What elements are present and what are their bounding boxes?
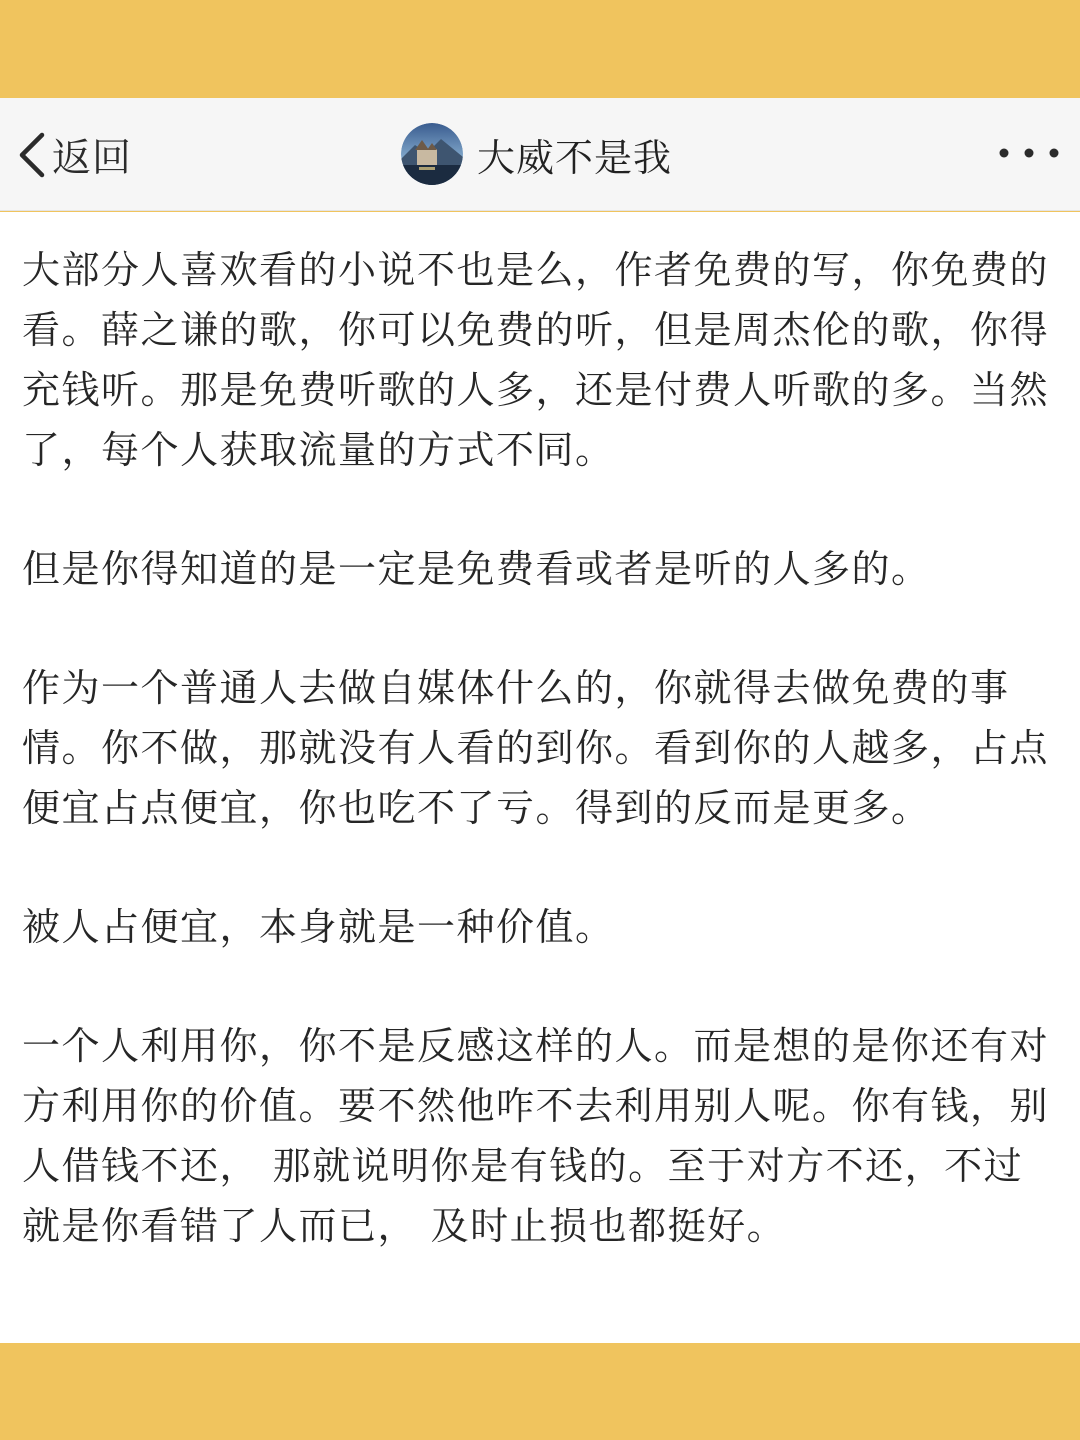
paragraph: 作为一个普通人去做自媒体什么的，你就得去做免费的事情。你不做，那就没有人看的到你。看到你的人越多，占点便宜占点便宜，你也吃不了亏。得到的反而是更多。	[22, 666, 1050, 830]
avatar[interactable]	[401, 123, 463, 185]
back-label: 返回	[52, 136, 133, 181]
paragraph: 被人占便宜，本身就是一种价值。	[22, 905, 615, 949]
back-button[interactable]	[14, 126, 132, 184]
chevron-left-icon	[14, 129, 48, 181]
conversation-header[interactable]	[401, 123, 672, 185]
paragraph: 一个人利用你，你不是反感这样的人。而是想的是你还有对方利用你的价值。要不然他咋不去利用别人呢。你有钱，别人借钱不还， 那就说明你是有钱的。至于对方不还，不过就是你看错了人而已， 及时止损也都挺好。	[22, 1024, 1050, 1248]
paragraph: 大部分人喜欢看的小说不也是么，作者免费的写，你免费的看。薛之谦的歌，你可以免费的听，但是周杰伦的歌，你得充钱听。那是免费听歌的人多，还是付费人听歌的多。当然了，每个人获取流量的方式不同。	[22, 248, 1050, 472]
navigation-bar	[0, 98, 1080, 211]
paragraph: 但是你得知道的是一定是免费看或者是听的人多的。	[22, 547, 931, 591]
page-title: 大威不是我	[477, 135, 673, 180]
more-dots-icon	[996, 138, 1062, 168]
paragraph-list	[22, 240, 1058, 1256]
top-banner	[0, 0, 1080, 98]
message-content	[0, 212, 1080, 1343]
more-button[interactable]	[996, 138, 1062, 168]
bottom-banner	[0, 1343, 1080, 1440]
